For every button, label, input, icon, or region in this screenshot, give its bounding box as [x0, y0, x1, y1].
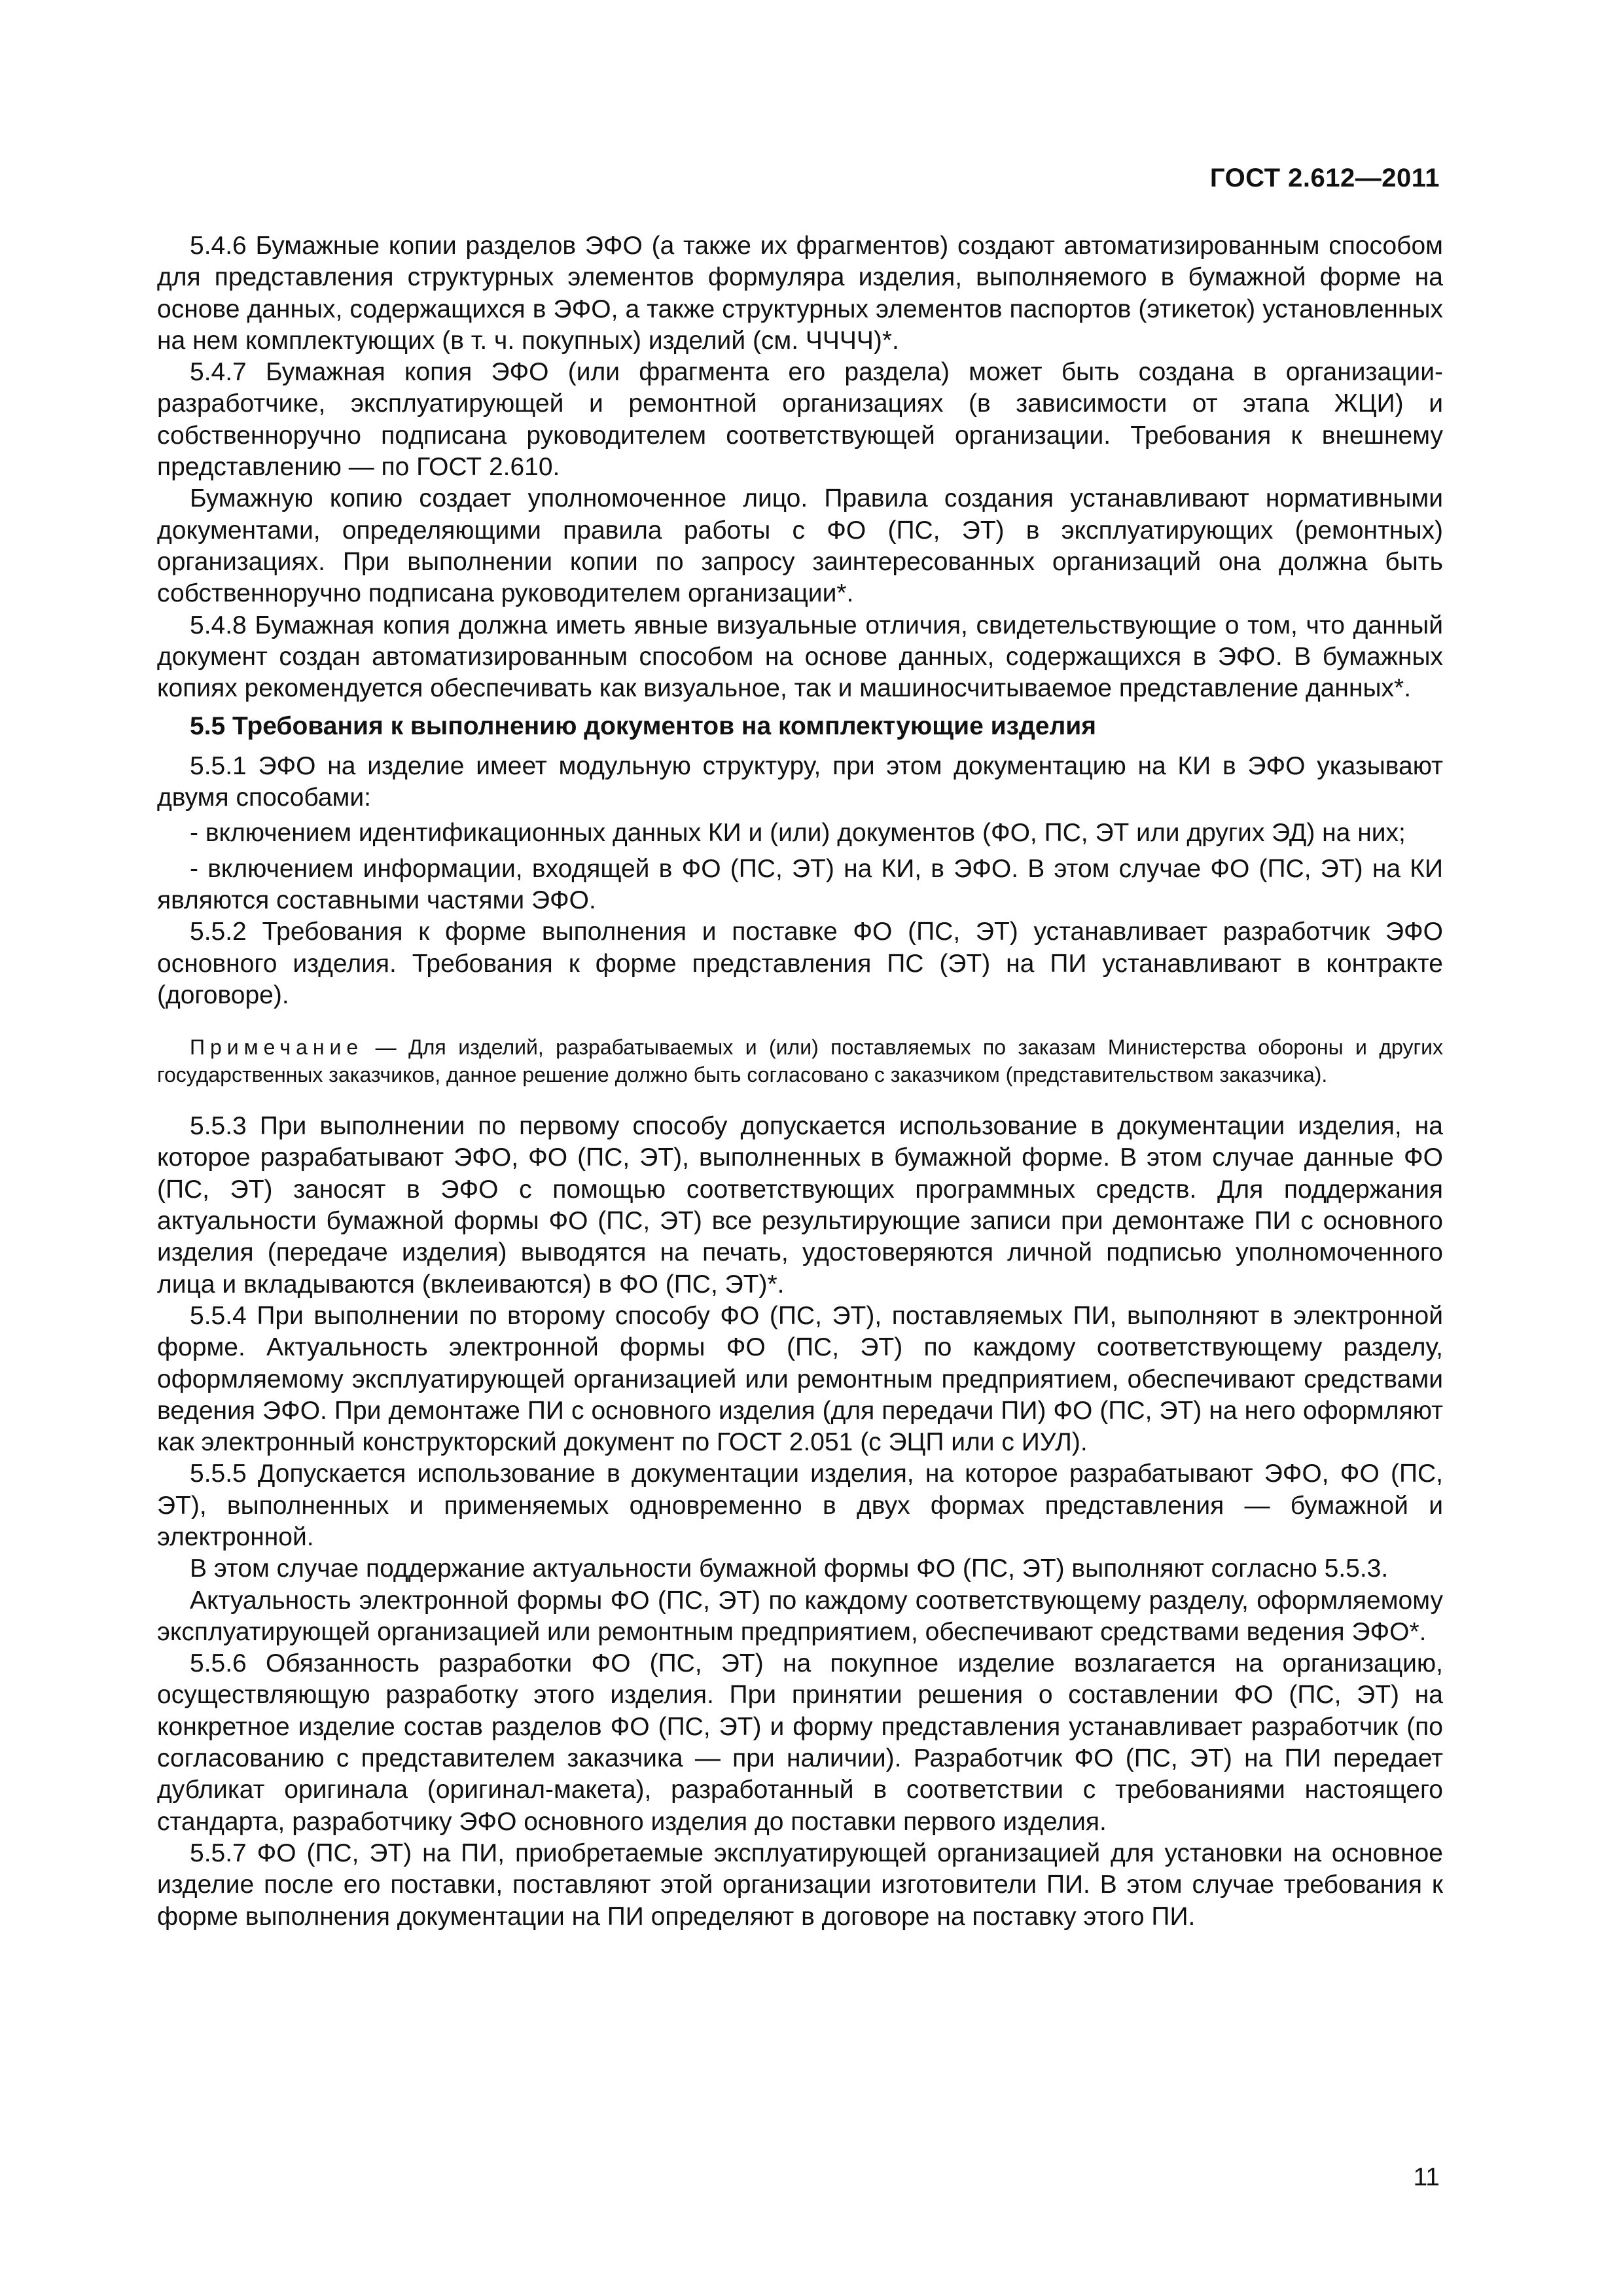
paragraph-5-4-8: 5.4.8 Бумажная копия должна иметь явные визуальные отличия, свидетельствующие о том, что данный документ создан автоматизированным способом на основе данных, содержащихся в ЭФО. В бумажных копиях рекомендуется обеспечивать как визуальное, так и машиносчитываемое представление данных*.	[157, 611, 1443, 703]
paragraph-5-5-5-actuality: Актуальность электронной формы ФО (ПС, ЭТ) по каждому соответствующему разделу, оформляемому эксплуатирующей организацией или ремонтным предприятием, обеспечивают средствами ведения ЭФО*.	[157, 1586, 1443, 1646]
paragraph-5-5-6: 5.5.6 Обязанность разработки ФО (ПС, ЭТ) на покупное изделие возлагается на организацию, осуществляющую разработку этого изделия. При принятии решения о составлении ФО (ПС, ЭТ) на конкретное изделие состав разделов ФО (ПС, ЭТ) и форму представления устанавливает разработчик (по согласованию с представителем заказчика — при наличии). Разработчик ФО (ПС, ЭТ) на ПИ передает дубликат оригинала (оригинал-макета), разработанный в соответствии с требованиями настоящего стандарта, разработчику ЭФО основного изделия до поставки первого изделия.	[157, 1649, 1443, 1836]
paragraph-5-5-7: 5.5.7 ФО (ПС, ЭТ) на ПИ, приобретаемые эксплуатирующей организацией для установки на основное изделие после его поставки, поставляют этой организации изготовители ПИ. В этом случае требования к форме выполнения документации на ПИ определяют в договоре на поставку этого ПИ.	[157, 1839, 1443, 1931]
paragraph-5-5-2: 5.5.2 Требования к форме выполнения и поставке ФО (ПС, ЭТ) устанавливает разработчик ЭФО основного изделия. Требования к форме представления ПС (ЭТ) на ПИ устанавливают в контракте (договоре).	[157, 918, 1443, 1009]
paragraph-5-4-6: 5.4.6 Бумажные копии разделов ЭФО (а также их фрагментов) создают автоматизированным способом для представления структурных элементов формуляра изделия, выполняемого в бумажной форме на основе данных, содержащихся в ЭФО, а также структурных элементов паспортов (этикеток) установленных на нем комплектующих (в т. ч. покупных) изделий (см. ЧЧЧЧ)*.	[157, 232, 1443, 355]
section-heading-5-5: 5.5 Требования к выполнению документов на комплектующие изделия	[190, 712, 1096, 741]
paragraph-5-5-1: 5.5.1 ЭФО на изделие имеет модульную структуру, при этом документацию на КИ в ЭФО указывают двумя способами:	[157, 751, 1443, 812]
document-body	[157, 230, 1443, 1933]
note-label: Примечание	[190, 1035, 364, 1060]
paragraph-5-5-5: 5.5.5 Допускается использование в документации изделия, на которое разрабатывают ЭФО, ФО (ПС, ЭТ), выполненных и применяемых одновременно в двух формах представления — бумажной и электронной.	[157, 1460, 1443, 1551]
note-text: — Для изделий, разрабатываемых и (или) поставляемых по заказам Министерства обороны и других государственных заказчиков, данное решение должно быть согласовано с заказчиком (представительством заказчика).	[157, 1035, 1444, 1087]
paragraph-5-4-7: 5.4.7 Бумажная копия ЭФО (или фрагмента его раздела) может быть создана в организации-разработчике, эксплуатирующей и ремонтной организациях (в зависимости от этапа ЖЦИ) и собственноручно подписана руководителем соответствующей организации. Требования к внешнему представлению — по ГОСТ 2.610.	[157, 358, 1443, 482]
list-item-dash-2: - включением информации, входящей в ФО (ПС, ЭТ) на КИ, в ЭФО. В этом случае ФО (ПС, ЭТ) на КИ являются составными частями ЭФО.	[157, 854, 1443, 914]
paragraph-5-5-4: 5.5.4 При выполнении по второму способу ФО (ПС, ЭТ), поставляемых ПИ, выполняют в электронной форме. Актуальность электронной формы ФО (ПС, ЭТ) по каждому соответствующему разделу, оформляемому эксплуатирующей организацией или ремонтным предприятием, обеспечивают средствами ведения ЭФО. При демонтаже ПИ с основного изделия (для передачи ПИ) ФО (ПС, ЭТ) на него оформляют как электронный конструкторский документ по ГОСТ 2.051 (с ЭЦП или с ИУЛ).	[157, 1301, 1443, 1457]
paragraph-5-5-5-case: В этом случае поддержание актуальности бумажной формы ФО (ПС, ЭТ) выполняют согласно 5.5.3.	[190, 1554, 1389, 1583]
page-number: 11	[1413, 2163, 1440, 2191]
paragraph-paper-copy: Бумажную копию создает уполномоченное лицо. Правила создания устанавливают нормативными документами, определяющими правила работы с ФО (ПС, ЭТ) в эксплуатирующих (ремонтных) организациях. При выполнении копии по запросу заинтересованных организаций она должна быть собственноручно подписана руководителем организации*.	[157, 484, 1443, 608]
note	[157, 1033, 1443, 1088]
document-header: ГОСТ 2.612—2011	[1209, 164, 1440, 192]
list-item-dash-1: - включением идентификационных данных КИ и (или) документов (ФО, ПС, ЭТ или других ЭД) на них;	[190, 819, 1406, 848]
paragraph-5-5-3: 5.5.3 При выполнении по первому способу допускается использование в документации изделия, на которое разрабатывают ЭФО, ФО (ПС, ЭТ), выполненных в бумажной форме. В этом случае данные ФО (ПС, ЭТ) заносят в ЭФО с помощью соответствующих программных средств. Для поддержания актуальности бумажной формы ФО (ПС, ЭТ) все результирующие записи при демонтаже ПИ с основного изделия (передаче изделия) выводятся на печать, удостоверяются личной подписью уполномоченного лица и вкладываются (вклеиваются) в ФО (ПС, ЭТ)*.	[157, 1112, 1443, 1299]
